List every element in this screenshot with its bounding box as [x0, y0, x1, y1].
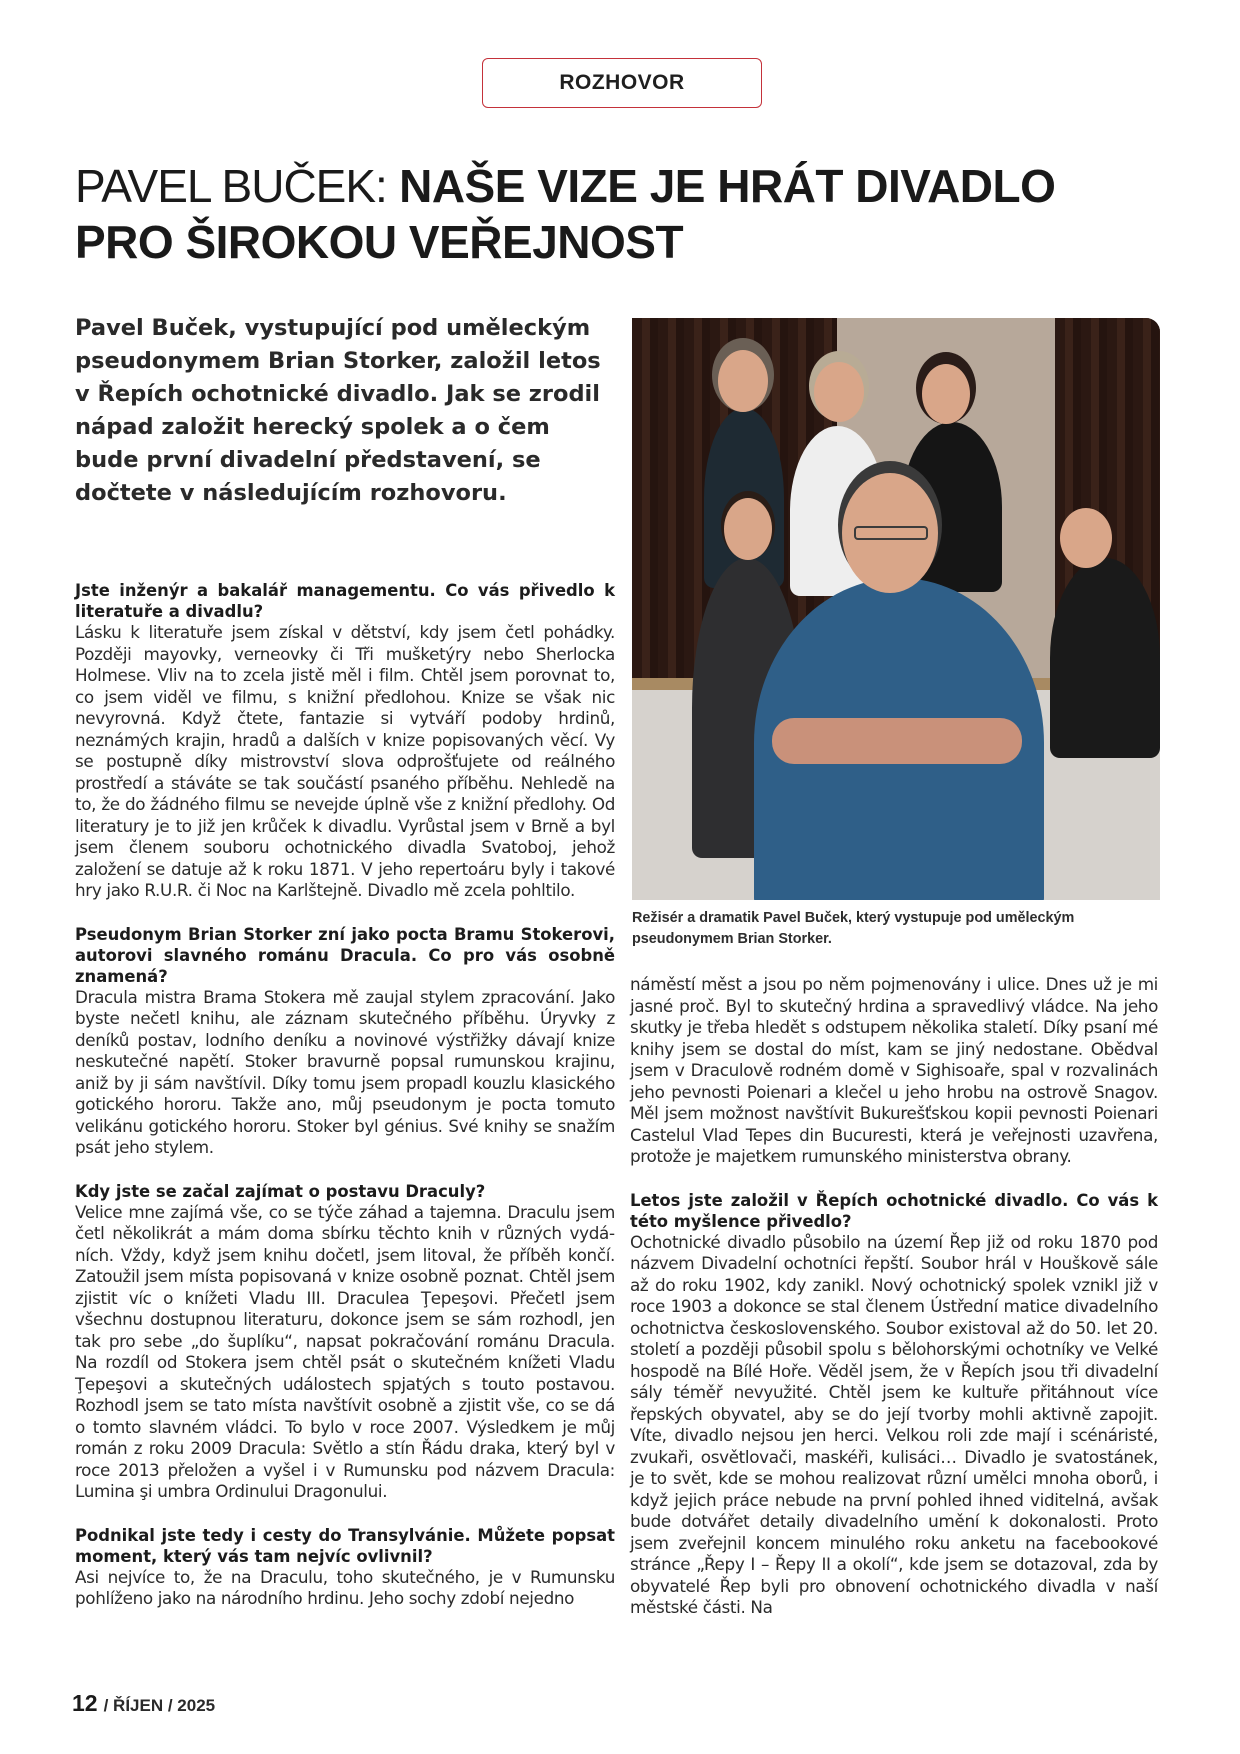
qa-block [630, 1190, 1158, 1619]
answer: Velice mne zajímá vše, co se týče záhad a tajemna. Draculu jsem četl několikrát a mám doma sbírku těchto knih v různých vydáních. Vždy, když jsem knihu dočetl, jsem litoval, že příběh končí. Zatoužil jsem místa popisovaná v knize osobně poznat. Chtěl jsem zjistit víc o knížeti Vladu III. Draculea Ţepeşovi. Přečetl jsem všechnu dostupnou literaturu, dokonce jsem se sám rozhodl, jen tak pro sebe „do šuplíku“, napsat pokračování románu Dracula. Na rozdíl od Stokera jsem chtěl psát o skutečném knížeti Vladu Ţepeşovi a skutečných událostech spjatých s touto postavou. Rozhodl jsem se tato místa navštívit osobně a zjistit vše, co se dá o tomto slavném vládci. To bylo v roce 2007. Výsledkem je můj román z roku 2009 Dracula: Světlo a stín Řádu draka, který byl v roce 2013 přeložen a vyšel i v Rumunsku pod názvem Dracula: Lumina şi umbra Ordinului Dragonului. [75, 1201, 615, 1501]
qa-block-continued [630, 974, 1158, 1168]
question: Kdy jste se začal zajímat o postavu Draculy? [75, 1181, 486, 1201]
head-back-left [718, 350, 768, 412]
article-photo [632, 318, 1160, 900]
question: Pseudonym Brian Storker zní jako pocta Bramu Stokerovi, autorovi slavného románu Dracula. Co pro vás osobně znamená? [75, 924, 615, 986]
head-seated-right [1060, 508, 1112, 568]
lead-paragraph: Pavel Buček, vystupující pod uměleckým pseudonymem Brian Storker, založil letos v Řepích ochotnické divadlo. Jak se zrodil nápad založit herecký spolek a o čem bude první divadelní představení, se dočtete v následujícím rozhovoru. [75, 315, 601, 506]
answer: Dracula mistra Brama Stokera mě zaujal stylem zpracování. Jako byste nečetl knihu, ale záznam skutečného příběhu. Úryvky z deníků postav, lodního deníku a novinové výstřižky dávají knize neskutečné napětí. Stoker bravurně popsal rumunskou krajinu, aniž by ji sám navštívil. Díky tomu jsem propadl kouzlu klasického gotického hororu. Takže ano, můj pseudonym je pocta tomuto velikánu gotického hororu. Stoker byl génius. Své knihy se snažím psát jeho stylem. [75, 986, 615, 1157]
qa-block [75, 580, 615, 902]
page-title [75, 158, 1175, 270]
qa-block [75, 1525, 615, 1610]
head-back-middle [814, 362, 864, 422]
issue-date: / ŘÍJEN / 2025 [103, 1696, 216, 1715]
answer: Ochotnické divadlo působilo na území Řep již od roku 1870 pod názvem Divadelní ochotníci řepští. Soubor hrál v Houškově sále až do roku 1902, kdy zanikl. Nový ochotnický spolek vznikl již v roce 1903 a dokonce se stal členem Ústřední matice divadelního ochotnictva československého. Soubor existoval až do 50. let 20. století a později působil spolu s bělohorskými ochotníky ve Velké hospodě na Bílé Hoře. Věděl jsem, že v Řepích jsou tři divadelní sály téměř nevyužité. Chtěl jsem ke kultuře přitáhnout více řepských obyvatel, aby se do její tvorby mohli aktivně zapojit. Víte, divadlo nejsou jen herci. Velkou roli zde mají i scénáristé, zvukaři, osvětlovači, maskéři, kulisáci… Divadlo je svatostánek, je to svět, kde se mohou realizovat různí umělci mnoha oborů, i když jejich práce nebude na první pohled ihned viditelná, avšak bude dotvářet detaily divadelního umění k dokonalosti. Proto jsem zveřejnil koncem minulého roku anketu na facebookové stránce „Řepy I – Řepy II a okolí“, kde jsem se dotazoval, zda by obyvatelé Řep byli pro obnovení ochotnického divadla v naší městské části. Na [630, 1231, 1158, 1617]
photo-caption: Režisér a dramatik Pavel Buček, který vystupuje pod uměleckým pseudonymem Brian Storker. [632, 910, 1075, 947]
head-seated-left [724, 498, 772, 560]
answer: Lásku k literatuře jsem získal v dětství, kdy jsem četl pohádky. Později mayovky, verneovky či Tři mušketýry nebo Sherlocka Holmese. Vliv na to zcela jistě měl i film. Chtěl jsem porovnat to, co jsem viděl ve filmu, s knižní předlohou. Knize se však nic nevyrovná. Když čtete, fantazie si vytváří podoby hrdinů, neznámých krajin, hradů a dalších v knize popisovaných věcí. Vy se postupně díky mistrovství slova odprošťujete od reálného prostředí a stáváte se tak součástí psaného příběhu. Nehledě na to, že do žádného filmu se nevejde úplně vše z knižní předlohy. Od literatury je to již jen krůček k divadlu. Vyrůstal jsem v Brně a byl jsem členem souboru ochotnického divadla Svatoboj, jehož založení se datuje až k roku 1871. V jeho repertoáru byly i takové hry jako R.U.R. či Noc na Karlštejně. Divadlo mě zcela pohltilo. [75, 622, 615, 900]
qa-block [75, 924, 615, 1159]
head-back-right [922, 364, 970, 424]
crossed-arms [772, 718, 1022, 764]
answer: náměstí měst a jsou po něm pojmenovány i ulice. Dnes už je mi jasné proč. Byl to skutečný hrdina a spravedlivý vládce. Na jeho skutky je třeba hledět s odstupem několika staletí. Díky psaní mé knihy jsem se dostal do míst, kam se jiný nedostane. Obědval jsem v Draculově rodném domě v Sighisoaře, spal v rozvalinách jeho pevnosti Poienari a klečel u jeho hrobu na ostrově Snagov. Měl jsem možnost navštívit Bukurešťskou kopii pevnosti Poienari Castelul Vlad Tepes din Bucuresti, která je veřejnosti uzavřena, protože je majetkem rumunského ministerstva obrany. [630, 974, 1158, 1166]
answer: Asi nejvíce to, že na Draculu, toho skutečného, je v Rumunsku pohlíženo jako na národního hrdinu. Jeho sochy zdobí nejedno [75, 1566, 615, 1608]
glasses [854, 526, 928, 540]
article-column-right [630, 974, 1158, 1619]
qa-block [75, 1181, 615, 1503]
person-seated-right [1050, 558, 1160, 758]
page-number: 12 [72, 1690, 98, 1716]
headline-title-line2: PRO ŠIROKOU VEŘEJNOST [75, 216, 684, 268]
section-tag: ROZHOVOR [482, 58, 762, 108]
question: Jste inženýr a bakalář managementu. Co vás přivedlo k literatuře a divadlu? [75, 581, 615, 621]
page-footer [72, 1690, 215, 1717]
headline-name: PAVEL BUČEK: [75, 160, 387, 212]
question: Podnikal jste tedy i cesty do Transylvánie. Můžete popsat moment, který vás tam nejvíc ovlivnil? [75, 1525, 615, 1566]
article-column-left [75, 580, 615, 1610]
question: Letos jste založil v Řepích ochotnické divadlo. Co vás k této myšlence přivedlo? [630, 1190, 1158, 1231]
headline-title-line1: NAŠE VIZE JE HRÁT DIVADLO [399, 160, 1056, 212]
